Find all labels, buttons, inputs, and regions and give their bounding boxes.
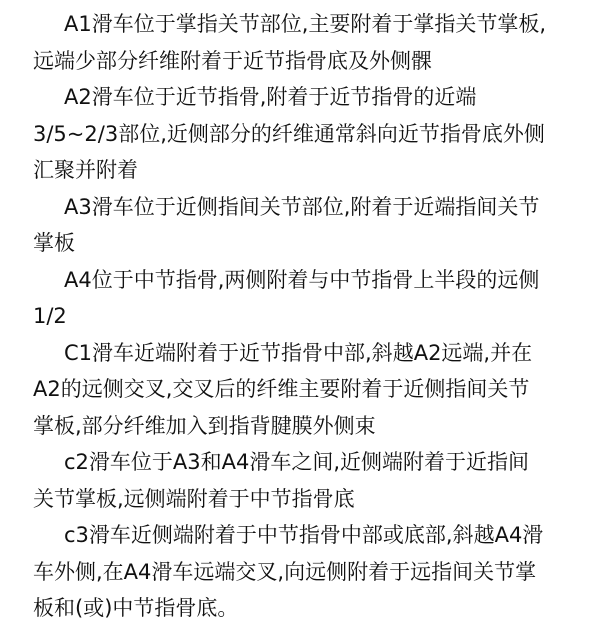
paragraph-c1 bbox=[33, 335, 595, 445]
text-line: 关节掌板,远侧端附着于中节指骨底 bbox=[33, 486, 355, 511]
text-line: 车外侧,在A4滑车远端交叉,向远侧附着于远指间关节掌 bbox=[33, 559, 537, 584]
text-line: C1滑车近端附着于近节指骨中部,斜越A2远端,并在 bbox=[64, 340, 533, 365]
paragraph-a1 bbox=[33, 6, 595, 79]
paragraph-a3 bbox=[33, 189, 595, 262]
text-line: c2滑车位于A3和A4滑车之间,近侧端附着于近指间 bbox=[64, 450, 530, 474]
text-line: 板和(或)中节指骨底。 bbox=[33, 596, 239, 620]
text-line: 3/5~2/3部位,近侧部分的纤维通常斜向近节指骨底外侧 bbox=[33, 121, 545, 146]
text-line: 汇聚并附着 bbox=[33, 158, 138, 182]
text-line: c3滑车近侧端附着于中节指骨中部或底部,斜越A4滑 bbox=[64, 523, 544, 547]
text-line: A3滑车位于近侧指间关节部位,附着于近端指间关节 bbox=[64, 194, 540, 219]
text-line: 掌板 bbox=[33, 231, 75, 255]
text-line: 远端少部分纤维附着于近节指骨底及外侧髁 bbox=[33, 48, 432, 73]
paragraph-c3 bbox=[33, 517, 595, 627]
text-line: A2的远侧交叉,交叉后的纤维主要附着于近侧指间关节 bbox=[33, 377, 530, 401]
paragraph-a4 bbox=[33, 262, 595, 335]
text-line: A2滑车位于近节指骨,附着于近节指骨的近端 bbox=[64, 85, 477, 109]
text-line: 掌板,部分纤维加入到指背腱膜外侧束 bbox=[33, 413, 376, 438]
paragraph-c2 bbox=[33, 444, 595, 517]
text-line: A4位于中节指骨,两侧附着与中节指骨上半段的远侧 bbox=[64, 267, 540, 292]
paragraph-a2 bbox=[33, 79, 595, 189]
text-line: A1滑车位于掌指关节部位,主要附着于掌指关节掌板, bbox=[64, 12, 547, 36]
text-line: 1/2 bbox=[33, 304, 67, 328]
